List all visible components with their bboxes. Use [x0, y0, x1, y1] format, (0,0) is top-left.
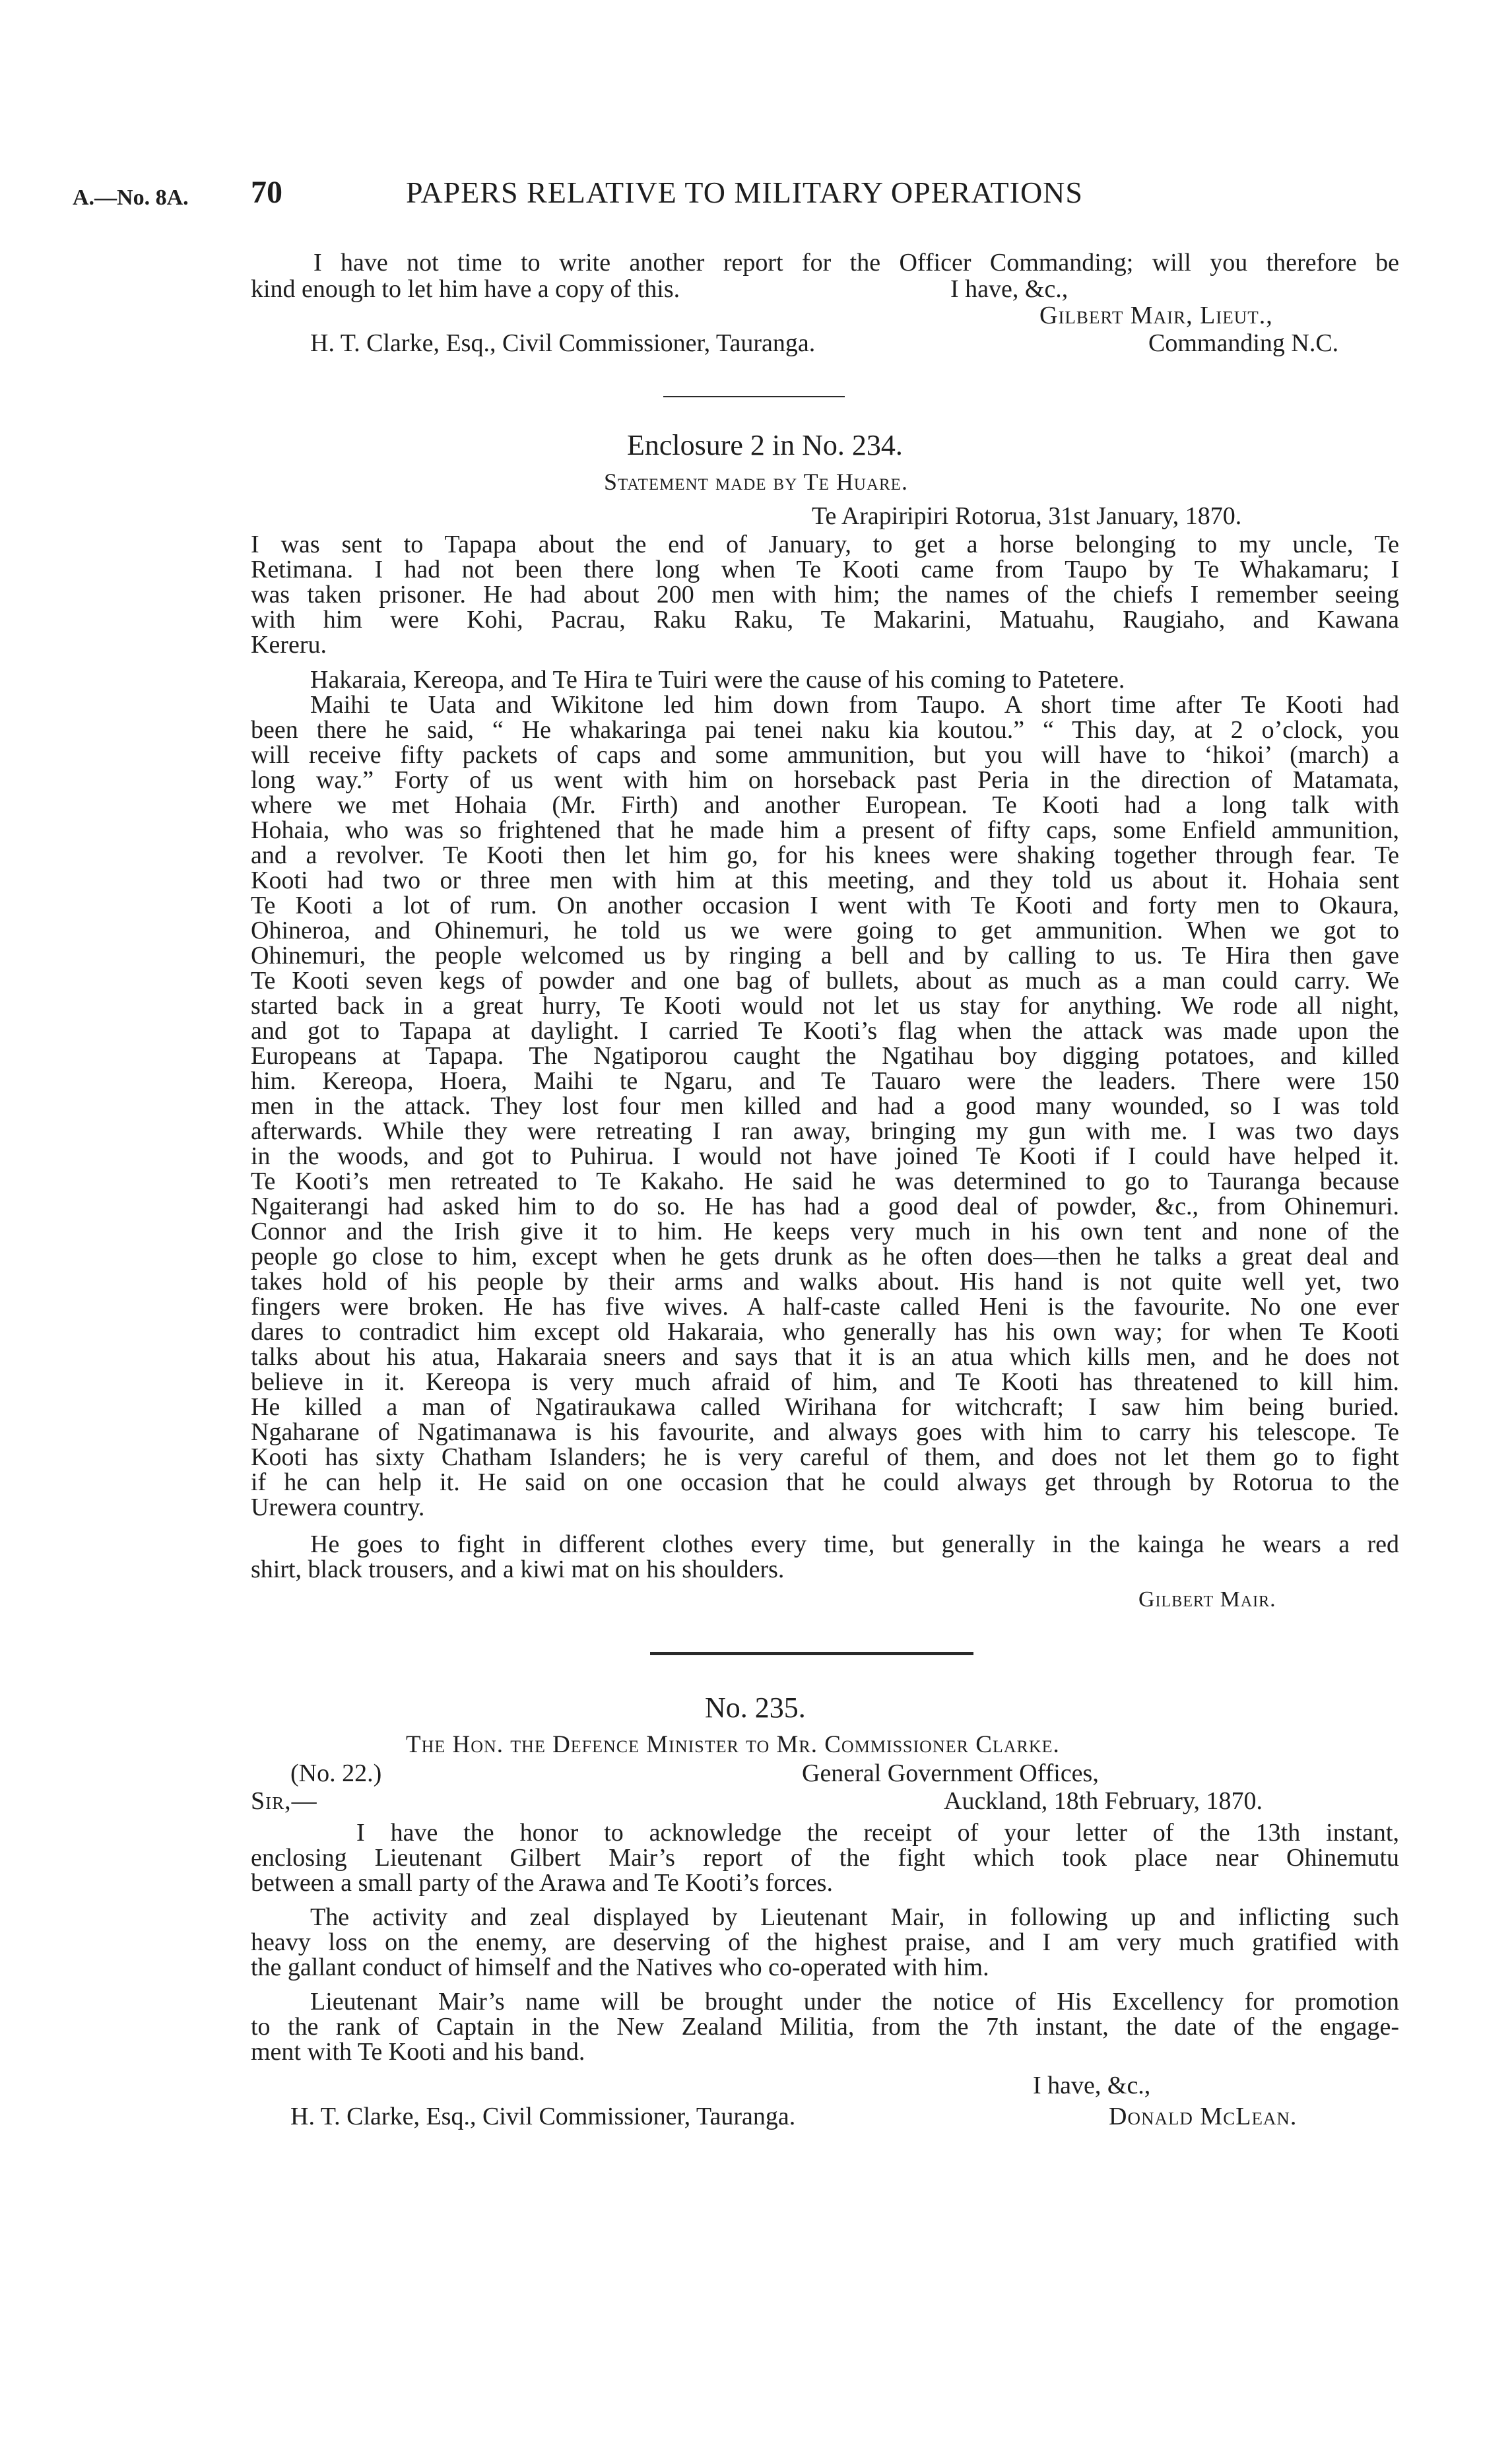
- letter-signer: Donald McLean.: [1109, 2103, 1298, 2130]
- statement-line: Ohinemuri, the people welcomed us by ringing a bell and by calling to us. Te Hira then gave: [251, 942, 1399, 969]
- statement-line: afterwards. While they were retreating I ran away, bringing my gun with me. I was two days: [251, 1117, 1399, 1145]
- statement-line: Urewera country.: [251, 1494, 425, 1521]
- letter-dateline: Auckland, 18th February, 1870.: [944, 1787, 1263, 1815]
- letter-body-line: between a small party of the Arawa and Te Kooti’s forces.: [251, 1869, 833, 1897]
- enclosure-subheading: Statement made by Te Huare.: [604, 469, 908, 495]
- letter-closing: I have, &c.,: [950, 275, 1068, 303]
- statement-line: started back in a great hurry, Te Kooti would not let us stay for anything. We rode all night,: [251, 992, 1399, 1020]
- statement-line: Retimana. I had not been there long when Te Kooti came from Taupo by Te Whakamaru; I: [251, 556, 1399, 583]
- statement-line: Kooti had two or three men with him at this meeting, and they told us about it. Hohaia sent: [251, 867, 1399, 894]
- statement-line: Te Kooti seven kegs of powder and one bag of bullets, about as much as a man could carry. We: [251, 967, 1399, 995]
- page-title: PAPERS RELATIVE TO MILITARY OPERATIONS: [406, 176, 1083, 209]
- statement-line: believe in it. Kereopa is very much afraid of him, and Te Kooti has threatened to kill him.: [251, 1368, 1399, 1396]
- enclosure-dateline: Te Arapiripiri Rotorua, 31st January, 1870.: [812, 502, 1242, 530]
- statement-line: He killed a man of Ngatiraukawa called Wirihana for witchcraft; I saw him being buried.: [251, 1393, 1399, 1421]
- enclosure-signature: Gilbert Mair.: [1138, 1587, 1276, 1612]
- statement-line: in the woods, and got to Puhirua. I would not have joined Te Kooti if I could have helped it.: [251, 1142, 1399, 1170]
- statement-line: Kooti has sixty Chatham Islanders; he is very careful of them, and does not let them go to fight: [251, 1443, 1399, 1471]
- statement-line: He goes to fight in different clothes every time, but generally in the kainga he wears a red: [310, 1530, 1399, 1558]
- page-number: 70: [251, 175, 282, 210]
- statement-line: Ngaharane of Ngatimanawa is his favourite, and always goes with him to carry his telescope. Te: [251, 1418, 1399, 1446]
- statement-line: talks about his atua, Hakaraia sneers and says that it is an atua which kills men, and he does not: [251, 1343, 1399, 1371]
- statement-line: if he can help it. He said on one occasion that he could always get through by Rotorua to the: [251, 1468, 1399, 1496]
- statement-line: dares to contradict him except old Hakaraia, who generally has his own way; for when Te Kooti: [251, 1318, 1399, 1346]
- statement-line: Europeans at Tapapa. The Ngatiporou caught the Ngatihau boy digging potatoes, and killed: [251, 1042, 1399, 1070]
- statement-line: Ngaiterangi had asked him to do so. He has had a good deal of powder, &c., from Ohinemuri.: [251, 1193, 1399, 1220]
- section-divider: [650, 1652, 973, 1655]
- statement-line: people go close to him, except when he gets drunk as he often does—then he talks a great deal and: [251, 1243, 1399, 1270]
- statement-line: Te Kooti’s men retreated to Te Kakaho. He said he was determined to go to Tauranga because: [251, 1167, 1399, 1195]
- statement-line: long way.” Forty of us went with him on horseback past Peria in the direction of Matamata,: [251, 766, 1399, 794]
- statement-line: and got to Tapapa at daylight. I carried Te Kooti’s flag when the attack was made upon the: [251, 1017, 1399, 1045]
- enclosure-heading: Enclosure 2 in No. 234.: [627, 429, 903, 461]
- statement-line: Hakaraia, Kereopa, and Te Hira te Tuiri were the cause of his coming to Patetere.: [310, 666, 1125, 694]
- statement-line: and a revolver. Te Kooti then let him go, for his knees were shaking together through fear. Te: [251, 841, 1399, 869]
- statement-line: fingers were broken. He has five wives. A half-caste called Heni is the favourite. No one ever: [251, 1293, 1399, 1321]
- letter-signer-role: Commanding N.C.: [1148, 329, 1339, 357]
- statement-line: with him were Kohi, Pacrau, Raku Raku, Te Makarini, Matuahu, Raugiaho, and Kawana: [251, 606, 1399, 634]
- letter-body-line: The activity and zeal displayed by Lieutenant Mair, in following up and inflicting such: [310, 1903, 1399, 1931]
- letter-addressee: H. T. Clarke, Esq., Civil Commissioner, Tauranga.: [290, 2103, 796, 2130]
- letter-body-line: ment with Te Kooti and his band.: [251, 2038, 585, 2066]
- statement-line: Te Kooti a lot of rum. On another occasion I went with Te Kooti and forty men to Okaura,: [251, 892, 1399, 919]
- section-divider: [663, 396, 845, 397]
- letter-office: General Government Offices,: [802, 1759, 1099, 1787]
- statement-line: Ohineroa, and Ohinemuri, he told us we were going to get ammunition. When we got to: [251, 917, 1399, 944]
- letter-body-line: to the rank of Captain in the New Zealand Militia, from the 7th instant, the date of the engage-: [251, 2013, 1399, 2041]
- statement-line: was taken prisoner. He had about 200 men with him; the names of the chiefs I remember seeing: [251, 581, 1399, 608]
- statement-line: been there he said, “ He whakaringa pai tenei naku kia koutou.” “ This day, at 2 o’clock, you: [251, 716, 1399, 744]
- statement-line: where we met Hohaia (Mr. Firth) and another European. Te Kooti had a long talk with: [251, 791, 1399, 819]
- letter-number: (No. 22.): [290, 1759, 382, 1787]
- statement-line: shirt, black trousers, and a kiwi mat on his shoulders.: [251, 1556, 785, 1583]
- statement-line: Maihi te Uata and Wikitone led him down from Taupo. A short time after Te Kooti had: [310, 691, 1399, 719]
- letter-addressee: H. T. Clarke, Esq., Civil Commissioner, Tauranga.: [310, 329, 816, 357]
- letter-salutation: Sir,—: [251, 1787, 317, 1815]
- letter-body-line: Lieutenant Mair’s name will be brought under the notice of His Excellency for promotion: [310, 1988, 1399, 2016]
- letter-heading: No. 235.: [705, 1691, 806, 1724]
- statement-line: Kereru.: [251, 631, 327, 659]
- statement-line: will receive fifty packets of caps and some ammunition, but you will have to ‘hikoi’ (march) a: [251, 741, 1399, 769]
- letter-signer: Gilbert Mair, Lieut.,: [1039, 302, 1273, 329]
- letter-body-line: heavy loss on the enemy, are deserving of the highest praise, and I am very much gratified with: [251, 1928, 1399, 1956]
- letter-body-line: I have the honor to acknowledge the receipt of your letter of the 13th instant,: [356, 1819, 1399, 1847]
- letter-line: kind enough to let him have a copy of this.: [251, 275, 680, 303]
- statement-line: men in the attack. They lost four men killed and had a good many wounded, so I was told: [251, 1092, 1399, 1120]
- statement-line: Connor and the Irish give it to him. He keeps very much in his own tent and none of the: [251, 1218, 1399, 1245]
- statement-line: I was sent to Tapapa about the end of January, to get a horse belonging to my uncle, Te: [251, 531, 1399, 558]
- statement-line: him. Kereopa, Hoera, Maihi te Ngaru, and Te Tauaro were the leaders. There were 150: [251, 1067, 1399, 1095]
- letter-body-line: the gallant conduct of himself and the Natives who co-operated with him.: [251, 1954, 989, 1981]
- statement-line: Hohaia, who was so frightened that he made him a present of fifty caps, some Enfield ammunition,: [251, 816, 1399, 844]
- letter-body-line: enclosing Lieutenant Gilbert Mair’s report of the fight which took place near Ohinemutu: [251, 1844, 1399, 1872]
- letter-closing: I have, &c.,: [1033, 2072, 1151, 2099]
- document-reference: A.—No. 8A.: [73, 185, 189, 210]
- letter-line: I have not time to write another report for the Officer Commanding; will you therefore be: [313, 249, 1399, 277]
- statement-line: takes hold of his people by their arms and walks about. His hand is not quite well yet, two: [251, 1268, 1399, 1296]
- letter-subheading: The Hon. the Defence Minister to Mr. Commissioner Clarke.: [406, 1731, 1060, 1758]
